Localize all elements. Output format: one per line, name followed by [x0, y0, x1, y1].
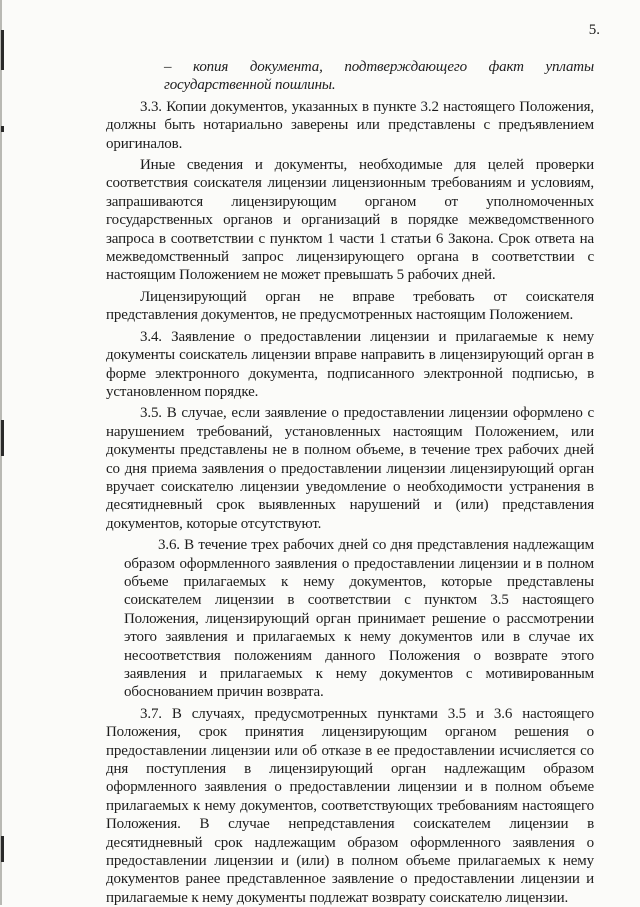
paragraph-3-6: 3.6. В течение трех рабочих дней со дня представления надлежащим образом оформленного заявления о предоставлении лицензии и в полном объеме прилагаемых к нему документов, которые представлены соискателем лицензии в соответствии с пунктом 3.5 настоящего Положения, лицензирующий орган принимает решение о рассмотрении этого заявления и прилагаемых к нему документов или в случае их несоответствия положениям данного Положения о возврате этого заявления и прилагаемых к нему документов с мотивированным обоснованием причин возврата. — [124, 537, 594, 701]
paragraph-3-4: 3.4. Заявление о предоставлении лицензии и прилагаемые к нему документы соискатель лицензии вправе направить в лицензирующий орган в форме электронного документа, подписанного электронной подписью, в установленном порядке. — [106, 328, 594, 400]
paragraph-bullet-payment: – копия документа, подтверждающего факт уплаты государственной пошлины. — [164, 59, 594, 94]
binder-mark — [1, 126, 4, 132]
binder-mark — [1, 30, 4, 70]
paragraph-no-extra-demands: Лицензирующий орган не вправе требовать от соискателя представления документов, не предусмотренных настоящим Положением. — [106, 288, 594, 324]
paragraph-3-3: 3.3. Копии документов, указанных в пункте 3.2 настоящего Положения, должны быть нотариально заверены или представлены с предъявлением оригиналов. — [106, 98, 594, 152]
document-body — [106, 58, 594, 907]
binder-mark — [1, 420, 4, 456]
binder-mark — [1, 836, 4, 862]
paragraph-3-7: 3.7. В случаях, предусмотренных пунктами 3.5 и 3.6 настоящего Положения, срок принятия лицензирующим органом решения о предоставлении лицензии или об отказе в ее предоставлении исчисляется со дня поступления в лицензирующий орган надлежащим образом оформленного заявления о предоставлении лицензии и в полном объеме прилагаемых к нему документов, соответствующих требованиям настоящего Положения. В случае непредставления соискателем лицензии в десятидневный срок надлежащим образом оформленного заявления о предоставлении лицензии и (или) в полном объеме прилагаемых к нему документов ранее представленное заявление о предоставлении лицензии и прилагаемые к нему документы подлежат возврату соискателю лицензии. — [106, 705, 594, 906]
page-number: 5. — [588, 22, 600, 38]
paragraph-3-5: 3.5. В случае, если заявление о предоставлении лицензии оформлено с нарушением требований, установленных настоящим Положением, или документы представлены не в полном объеме, в течение трех рабочих дней со дня приема заявления о предоставлении лицензии лицензирующий орган вручает соискателю лицензии уведомление о необходимости устранения в десятидневный срок выявленных нарушений и (или) представления документов, которые отсутствуют. — [106, 405, 594, 532]
paragraph-other-documents: Иные сведения и документы, необходимые для целей проверки соответствия соискателя лицензии лицензионным требованиям и условиям, запрашиваются лицензирующим органом от уполномоченных государственных органов и организаций в порядке межведомственного запроса в соответствии с пунктом 1 части 1 статьи 6 Закона. Срок ответа на межведомственный запрос лицензирующего органа в соответствии с настоящим Положением не может превышать 5 рабочих дней. — [106, 157, 594, 284]
